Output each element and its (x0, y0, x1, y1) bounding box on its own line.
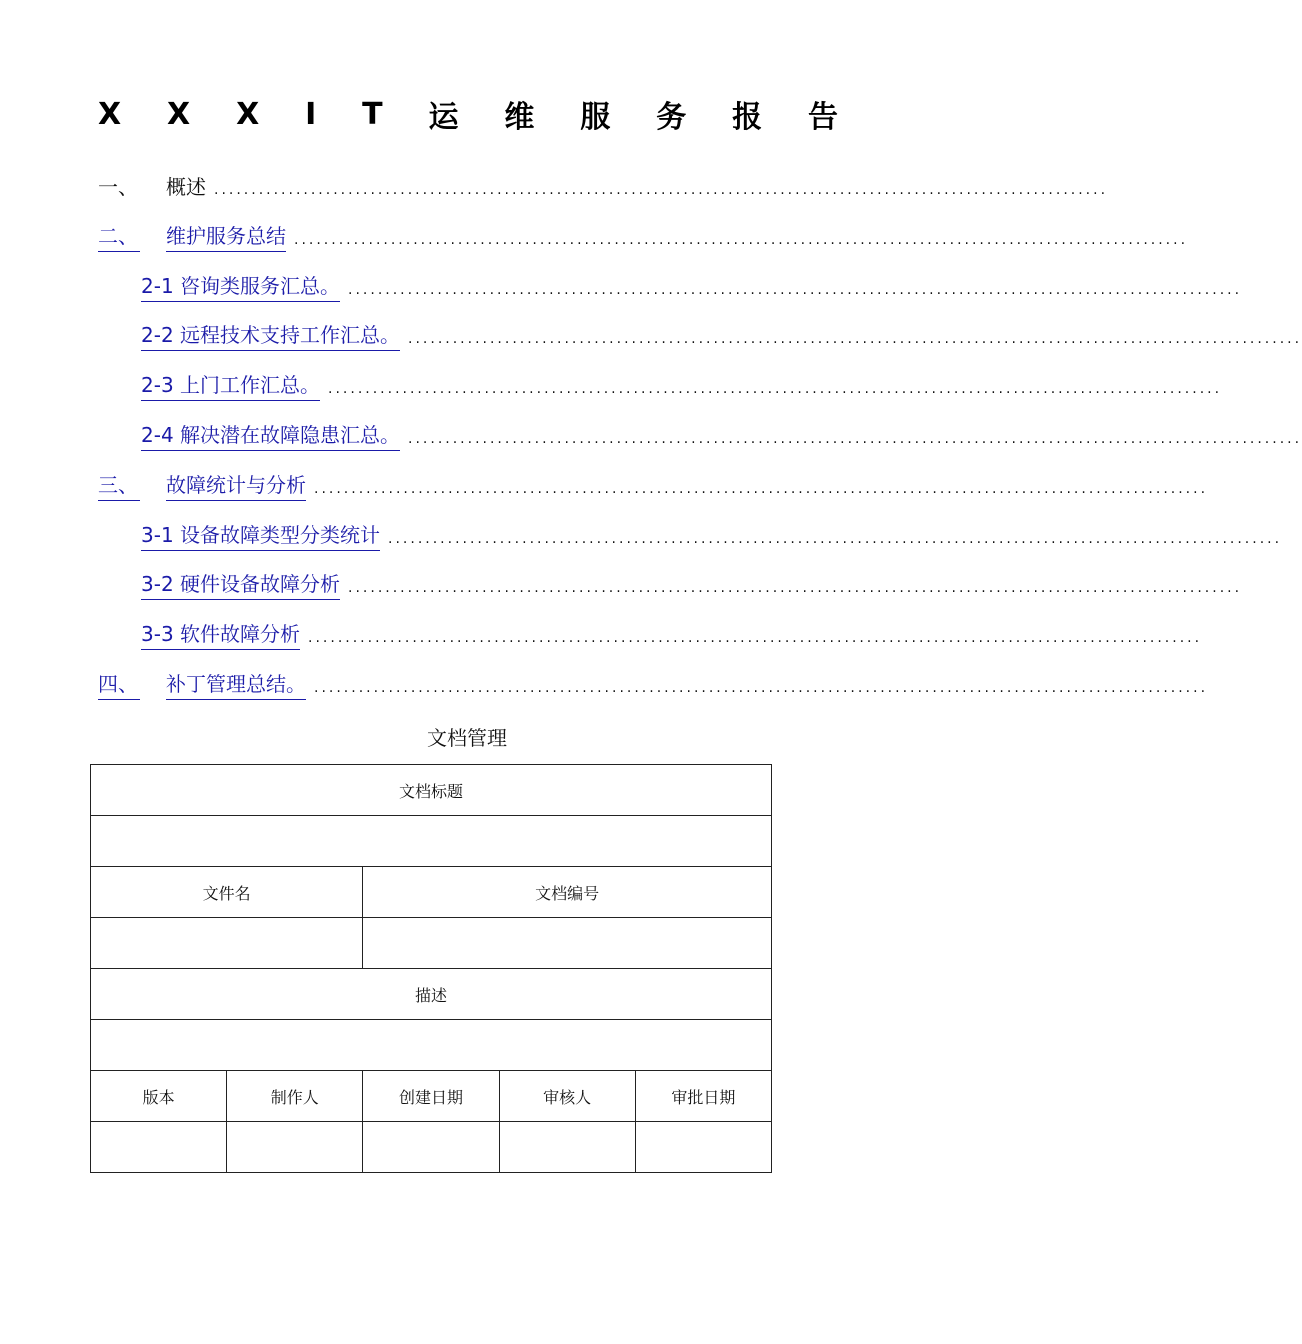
approval-date-header: 审批日期 (635, 1071, 771, 1122)
toc-leader-dots: ........................................................................................................................ (308, 630, 1203, 646)
title-char: 务 (656, 100, 687, 135)
author-header: 制作人 (227, 1071, 363, 1122)
table-row (91, 1122, 772, 1173)
description-value-cell[interactable] (91, 1020, 772, 1071)
table-row (91, 765, 772, 816)
toc-entry[interactable] (98, 224, 1189, 252)
title-char: 运 (428, 100, 459, 135)
toc-entry-label: 3-3 软件故障分析 (141, 618, 300, 650)
title-char: 服 (580, 100, 611, 135)
table-row (91, 1071, 772, 1122)
toc-entry[interactable] (141, 423, 1302, 451)
doc-management-table (90, 764, 772, 1173)
toc-leader-dots: ........................................................................................................................ (408, 431, 1302, 447)
toc-leader-dots: ........................................................................................................................ (314, 481, 1209, 497)
title-char: I (305, 96, 317, 132)
file-name-header: 文件名 (91, 867, 363, 918)
toc-leader-dots: ........................................................................................................................ (314, 680, 1209, 696)
reviewer-value-cell[interactable] (499, 1122, 635, 1173)
toc-entry-label: 3-2 硬件设备故障分析 (141, 568, 340, 600)
toc-leader-dots: ........................................................................................................................ (294, 232, 1189, 248)
version-header: 版本 (91, 1071, 227, 1122)
table-row (91, 816, 772, 867)
created-date-value-cell[interactable] (363, 1122, 499, 1173)
toc-entry[interactable] (141, 622, 1203, 650)
toc-entry-label: 2-1 咨询类服务汇总。 (141, 270, 340, 302)
doc-number-header: 文档编号 (363, 867, 772, 918)
doc-management-caption: 文档管理 (427, 726, 507, 750)
toc-entry[interactable] (141, 274, 1243, 302)
title-char: 报 (732, 100, 763, 135)
title-char: X (98, 96, 122, 132)
toc-entry-label: 概述 (166, 175, 206, 199)
title-char: 维 (504, 100, 535, 135)
table-row (91, 867, 772, 918)
toc-entry[interactable] (141, 373, 1223, 401)
toc-leader-dots: ........................................................................................................................ (388, 531, 1283, 547)
toc-leader-dots: ........................................................................................................................ (348, 580, 1243, 596)
toc-entry (98, 174, 1109, 202)
toc-entry-label: 补丁管理总结。 (166, 668, 306, 700)
description-header: 描述 (91, 969, 772, 1020)
toc-entry-number: 四、 (98, 668, 140, 700)
author-value-cell[interactable] (227, 1122, 363, 1173)
toc-entry[interactable] (141, 323, 1302, 351)
toc-entry[interactable] (98, 672, 1209, 700)
toc-entry-number: 三、 (98, 469, 140, 501)
toc-leader-dots: ........................................................................................................................ (408, 331, 1302, 347)
version-value-cell[interactable] (91, 1122, 227, 1173)
toc-entry-number: 二、 (98, 220, 140, 252)
created-date-header: 创建日期 (363, 1071, 499, 1122)
toc-entry-label: 2-4 解决潜在故障隐患汇总。 (141, 419, 400, 451)
toc-entry-label: 2-2 远程技术支持工作汇总。 (141, 319, 400, 351)
file-name-value-cell[interactable] (91, 918, 363, 969)
title-char: X (236, 96, 260, 132)
toc-leader-dots: ........................................................................................................................ (348, 282, 1243, 298)
toc-leader-dots: ........................................................................................................................ (328, 381, 1223, 397)
title-char: T (362, 96, 383, 132)
doc-title-header: 文档标题 (91, 765, 772, 816)
table-row (91, 918, 772, 969)
toc-entry-label: 3-1 设备故障类型分类统计 (141, 519, 380, 551)
toc-entry-label: 故障统计与分析 (166, 469, 306, 501)
report-title (98, 92, 838, 136)
toc-entry-label: 2-3 上门工作汇总。 (141, 369, 320, 401)
table-row (91, 1020, 772, 1071)
toc-entry[interactable] (141, 523, 1283, 551)
table-row (91, 969, 772, 1020)
toc-entry[interactable] (98, 473, 1209, 501)
toc-entry-number: 一、 (98, 175, 138, 199)
doc-title-value-cell[interactable] (91, 816, 772, 867)
reviewer-header: 审核人 (499, 1071, 635, 1122)
title-char: 告 (807, 100, 838, 135)
doc-number-value-cell[interactable] (363, 918, 772, 969)
toc-entry-label: 维护服务总结 (166, 220, 286, 252)
title-char: X (167, 96, 191, 132)
toc-leader-dots: ........................................................................................................................ (214, 182, 1109, 198)
toc-entry[interactable] (141, 572, 1243, 600)
approval-date-value-cell[interactable] (635, 1122, 771, 1173)
